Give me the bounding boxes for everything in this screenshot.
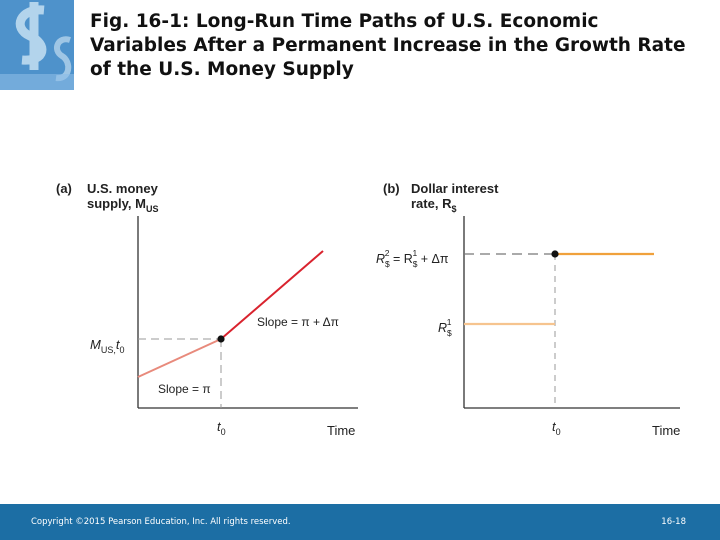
copyright-text: Copyright ©2015 Pearson Education, Inc. All rights reserved. bbox=[31, 517, 291, 527]
slide-number: 16-18 bbox=[661, 517, 686, 527]
panel-b-t0-point bbox=[551, 250, 558, 257]
footer-bar bbox=[0, 504, 720, 540]
panel-a-xlabel: Time bbox=[327, 423, 356, 438]
panel-b-tag: (b) bbox=[383, 181, 400, 196]
slope-before-label: Slope = π bbox=[158, 382, 211, 396]
r1-label: $R_{\$}1$ bbox=[438, 317, 452, 338]
panel-a-t0-point bbox=[217, 335, 224, 342]
slope-after-label: Slope = π + Δπ bbox=[257, 315, 339, 329]
panel-a-tag: (a) bbox=[56, 181, 72, 196]
panel-b-ylabel-line1: Dollar interest bbox=[411, 181, 499, 196]
panel-b-t0-label: $t_0$ bbox=[552, 419, 561, 437]
panel-b bbox=[376, 181, 680, 438]
slide-title: Fig. 16-1: Long-Run Time Paths of U.S. Economic Variables After a Permanent Increase in the Growth Rate of the U.S. Money Supply bbox=[90, 11, 686, 80]
panel-a bbox=[56, 181, 358, 438]
r2-label: $R_{\$}2 = R_{\$}1 + \Delta\pi$ bbox=[376, 248, 449, 269]
panel-b-xlabel: Time bbox=[652, 423, 681, 438]
money-supply-path-before bbox=[138, 339, 221, 377]
panel-a-ylabel-line2: supply, $M_{US}$ bbox=[87, 196, 159, 214]
panel-a-yvalue-label: $M_{US,}t_0$ bbox=[90, 337, 125, 355]
panel-b-ylabel-line2: rate, $R_{\$}$ bbox=[411, 196, 457, 214]
panel-a-t0-label: $t_0$ bbox=[217, 419, 226, 437]
panel-a-ylabel-line1: U.S. money bbox=[87, 181, 158, 196]
